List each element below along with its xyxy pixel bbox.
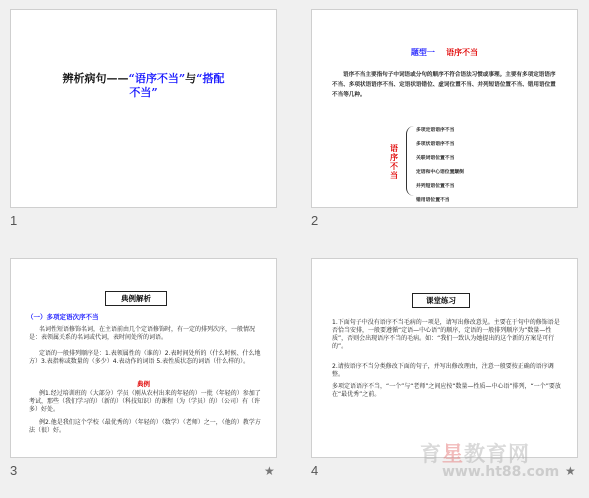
slide-thumbnail-3[interactable]: [10, 258, 277, 458]
slide-3-paragraph-4: 例2.他是我们这个学校（最优秀的）（年轻的）（数学）（老师）之一，（他的）教学方法（很）好。: [29, 419, 261, 434]
slide-number-4: 4: [311, 463, 319, 478]
slide-4-question-1: 1.下面句子中没有语序不当毛病的一项是，请写出修改意见。主要在于句中的修饰语是否恰当安排，一般要遵循“定语—中心语”的顺序，定语的一般排列顺序为“数量—性质”，否则会出现语序不当的毛病。如：“我们一致认为她提出的这个新的方案是可行的”。: [332, 319, 560, 350]
slide-3-subheading: （一）多项定语次序不当: [27, 313, 99, 321]
type-item: 定语和中心语位置颠倒: [416, 170, 464, 175]
brace-divider: [406, 126, 415, 196]
slide-number-2: 2: [311, 213, 319, 228]
title-part-3: 与: [185, 72, 197, 85]
slide-number-3: 3: [10, 463, 18, 478]
type-list: [416, 124, 464, 208]
slide-2-heading: [312, 47, 577, 58]
slide-thumbnail-2[interactable]: [311, 9, 578, 208]
slide-3-paragraph-1: 名词性短语修饰名词，在主语前由几个定语修饰时，有一定的排列次序，一般情况是：表领属关系的名词或代词，表时间处所的词语。: [29, 326, 256, 341]
title-part-1: 辨析病句——: [62, 72, 129, 85]
watermark-text-a: 育: [420, 442, 442, 466]
star-icon[interactable]: ★: [264, 464, 275, 478]
heading-type: 题型一: [410, 48, 435, 57]
slide-3-box-title: 典例解析: [105, 291, 167, 306]
slide-3-paragraph-2: 定语的一般排列顺序是：1.表领属性的（谁的）2.表时间处所的（什么时候、什么地方）3.表指称或数量的（多少）4.表动作的词语 5.表性质状态的词语（什么样的）。: [29, 350, 261, 365]
slide-3-paragraph-3: 例1.经过培训班的（大部分）学员（刚从农村出来的年轻的）一批（年轻的）参加了考试，那些（我们学习的）（新的）（科技知识）的课程（为（学员）的）（公司）有（许多）好处。: [29, 390, 261, 413]
type-item: 并列短语位置不当: [416, 184, 455, 189]
slide-thumbnail-4[interactable]: [311, 258, 578, 458]
vertical-label: 语序不当: [390, 144, 398, 180]
example-label: 典例: [137, 380, 150, 388]
slide-number-1: 1: [10, 213, 18, 228]
type-item: 多项状语语序不当: [416, 142, 455, 147]
type-item: 多项定语语序不当: [416, 128, 455, 133]
watermark-text-b: 教育网: [464, 442, 530, 466]
type-item: 关联词语位置不当: [416, 156, 455, 161]
slide-4-question-3: 多项定语语序不当，“一个”与“老师”之间应按“数量—性质—中心语”排列，“一个”要放在“最优秀”之前。: [332, 383, 561, 398]
title-part-5: 不当”: [129, 86, 158, 99]
slide-1-title: [31, 72, 256, 100]
title-part-2: “语序不当”: [128, 72, 186, 85]
title-part-4: “搭配: [196, 72, 225, 85]
heading-topic: 语序不当: [446, 48, 479, 57]
watermark-star: 星: [442, 442, 464, 466]
type-item: 错用语位置不当: [416, 198, 450, 203]
slide-thumbnail-1[interactable]: [10, 9, 277, 208]
slide-4-box-title: 课堂练习: [412, 293, 470, 308]
slide-4-question-2: 2.请按语序不当分类修改下面的句子，并写出修改理由，注意一般要按正确的语序调整。: [332, 363, 554, 378]
watermark-url: www.ht88.com: [442, 464, 560, 480]
slide-2-paragraph: 语序不当主要指句子中词语或分句的顺序不符合语法习惯或事理。主要有多项定语语序不当、多项状语语序不当、定语状语错位、虚词位置不当、并列短语位置不当、错用语位置不当等几种。: [332, 72, 556, 98]
star-icon[interactable]: ★: [565, 464, 576, 478]
